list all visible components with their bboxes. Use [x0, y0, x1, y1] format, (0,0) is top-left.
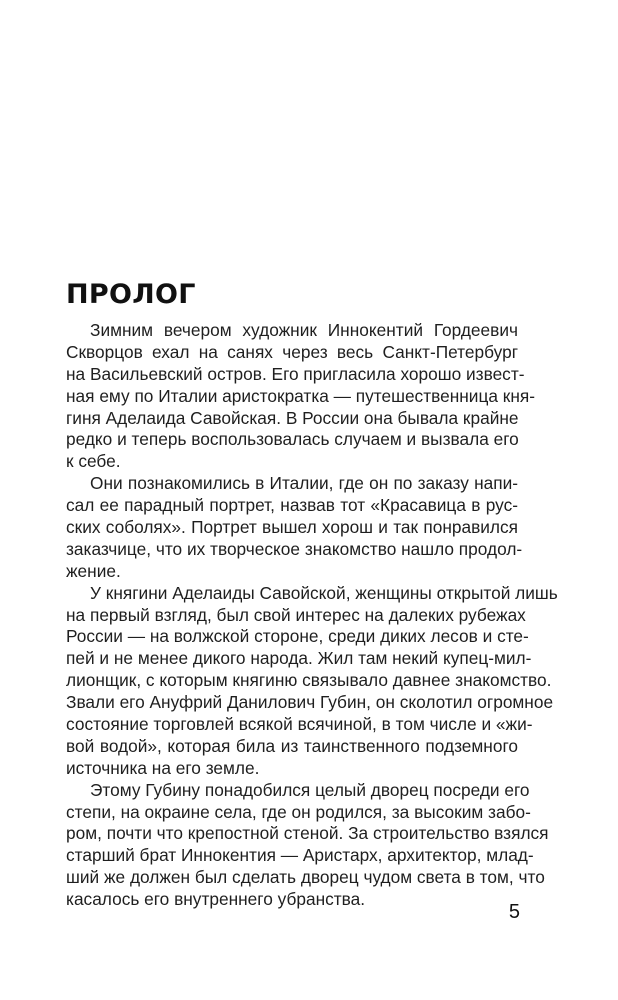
- text-line: Этому Губину понадобился целый дворец посреди его: [90, 779, 530, 800]
- text-line: пей и не менее дикого народа. Жил там некий купец-мил-: [66, 648, 532, 669]
- text-line: степи, на окраине села, где он родился, за высоким забо-: [66, 801, 531, 822]
- text-line: Скворцов ехал на санях через весь Санкт-Петербург: [66, 341, 518, 362]
- paragraph-2: [66, 473, 523, 582]
- text-line: Зимним вечером художник Иннокентий Гордеевич: [90, 320, 518, 340]
- paragraph-4: [66, 779, 549, 911]
- text-line: ший же должен был сделать дворец чудом света в том, что: [66, 867, 545, 888]
- text-line: состояние торговлей всякой всячиной, в том числе и «жи-: [66, 714, 533, 735]
- text-line: к себе.: [66, 451, 121, 472]
- text-line: Они познакомились в Италии, где он по заказу напи-: [90, 473, 518, 494]
- text-line: редко и теперь воспользовалась случаем и вызвала его: [66, 429, 519, 450]
- text-line: лионщик, с которым княгиню связывало давнее знакомство.: [66, 670, 552, 691]
- paragraph-3: [66, 582, 558, 780]
- text-line: вой водой», которая била из таинственного подземного: [66, 735, 518, 756]
- text-line: на первый взгляд, был свой интерес на далеких рубежах: [66, 604, 526, 625]
- text-line: на Васильевский остров. Его пригласила хорошо извест-: [66, 363, 525, 384]
- text-line: ная ему по Италии аристократка — путешественница кня-: [66, 385, 535, 406]
- text-line: ром, почти что крепостной стеной. За строительство взялся: [66, 823, 549, 844]
- text-line: У княгини Аделаиды Савойской, женщины открытой лишь: [90, 582, 558, 603]
- text-line: ских соболях». Портрет вышел хорош и так понравился: [66, 517, 518, 538]
- text-line: сал ее парадный портрет, назвав тот «Красавица в рус-: [66, 495, 518, 516]
- text-line: гиня Аделаида Савойская. В России она бывала крайне: [66, 407, 519, 428]
- text-line: касалось его внутреннего убранства.: [66, 889, 366, 910]
- chapter-heading: ПРОЛОГ: [66, 279, 196, 310]
- text-line: заказчице, что их творческое знакомство нашло продол-: [66, 538, 523, 559]
- page-number: 5: [508, 901, 520, 923]
- text-line: источника на его земле.: [66, 757, 260, 778]
- text-line: жение.: [66, 560, 121, 581]
- text-line: старший брат Иннокентия — Аристарх, архитектор, млад-: [66, 845, 534, 866]
- paragraph-1: [66, 320, 535, 473]
- text-line: России — на волжской стороне, среди диких лесов и сте-: [66, 626, 529, 647]
- body-text: [66, 320, 558, 911]
- text-line: Звали его Ануфрий Данилович Губин, он сколотил огромное: [66, 692, 554, 713]
